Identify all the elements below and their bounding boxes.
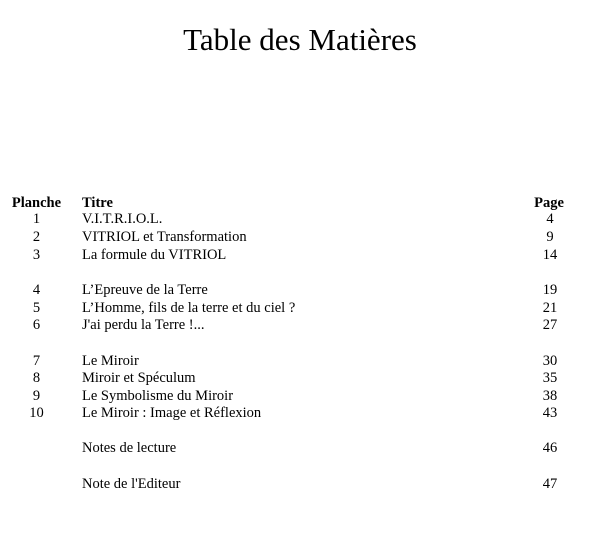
planche-number: 6 <box>32 317 41 333</box>
toc-row <box>0 369 600 387</box>
toc-row <box>0 246 600 264</box>
planche-number: 1 <box>32 211 41 227</box>
page-number: 47 <box>542 476 558 492</box>
entry-title: Miroir et Spéculum <box>82 370 196 386</box>
page-number: 46 <box>542 440 558 456</box>
page-number: 14 <box>542 247 558 263</box>
page-number: 27 <box>542 317 558 333</box>
planche-number: 4 <box>32 282 41 298</box>
header-page: Page <box>534 195 564 211</box>
entry-title: Le Symbolisme du Miroir <box>82 388 234 404</box>
entry-title: La formule du VITRIOL <box>82 247 227 263</box>
planche-number: 7 <box>32 353 41 369</box>
page-number: 21 <box>542 300 558 316</box>
toc-row <box>0 352 600 370</box>
planche-number: 5 <box>32 300 41 316</box>
page-number: 38 <box>542 388 558 404</box>
entry-title: VITRIOL et Transformation <box>82 229 247 245</box>
entry-title: V.I.T.R.I.O.L. <box>82 211 163 227</box>
planche-number: 2 <box>32 229 41 245</box>
toc-row <box>0 228 600 246</box>
page-number: 19 <box>542 282 558 298</box>
entry-title: L’Homme, fils de la terre et du ciel ? <box>82 300 296 316</box>
header-planche: Planche <box>11 195 62 211</box>
entry-title: Notes de lecture <box>82 440 177 456</box>
entry-title: L’Epreuve de la Terre <box>82 282 208 298</box>
page-title: Table des Matières <box>183 22 417 57</box>
entry-title: Le Miroir <box>82 353 139 369</box>
toc-row <box>0 404 600 422</box>
toc-row <box>0 281 600 299</box>
toc-row <box>0 475 600 493</box>
entry-title: Le Miroir : Image et Réflexion <box>82 405 262 421</box>
page-number: 9 <box>546 229 554 245</box>
page-number: 35 <box>542 370 558 386</box>
toc-row <box>0 439 600 457</box>
planche-number: 10 <box>29 405 44 421</box>
toc-row <box>0 210 600 228</box>
page-number: 4 <box>546 211 554 227</box>
header-titre: Titre <box>82 195 113 211</box>
page-number: 30 <box>542 353 558 369</box>
planche-number: 3 <box>32 247 41 263</box>
entry-title: Note de l'Editeur <box>82 476 181 492</box>
page-number: 43 <box>542 405 558 421</box>
toc-row <box>0 316 600 334</box>
toc-row <box>0 387 600 405</box>
planche-number: 8 <box>32 370 41 386</box>
planche-number: 9 <box>32 388 41 404</box>
entry-title: J'ai perdu la Terre !... <box>82 317 205 333</box>
toc-row <box>0 299 600 317</box>
